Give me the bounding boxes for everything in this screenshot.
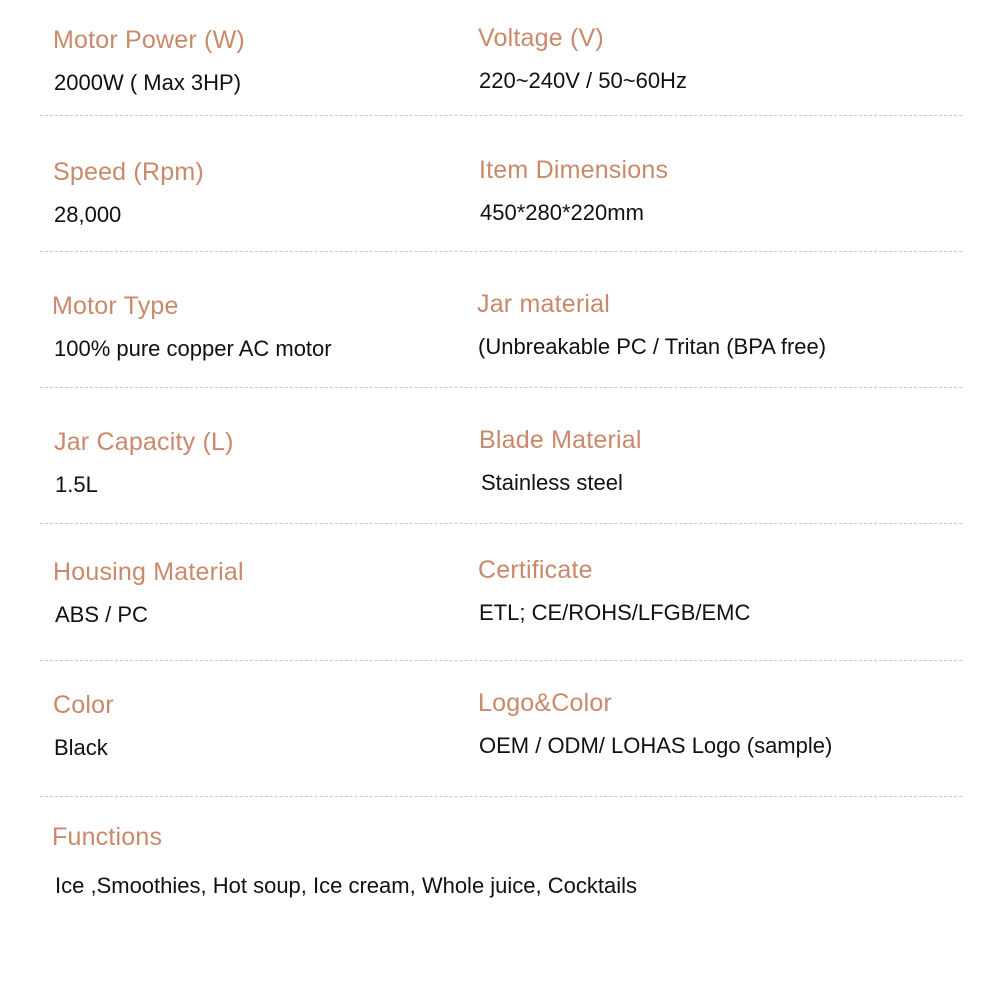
spec-value-speed: 28,000 [54,202,122,227]
spec-label-motor-power: Motor Power (W) [53,26,245,54]
spec-label-certificate: Certificate [478,556,593,584]
spec-value-motor-power: 2000W ( Max 3HP) [54,70,242,95]
spec-label-housing-material: Housing Material [53,558,244,586]
spec-value-jar-material: (Unbreakable PC / Tritan (BPA free) [478,334,827,359]
spec-label-jar-capacity: Jar Capacity (L) [54,428,234,456]
spec-value-blade-material: Stainless steel [481,470,623,495]
spec-label-jar-material: Jar material [477,290,610,318]
spec-value-color: Black [54,735,108,760]
spec-value-certificate: ETL; CE/ROHS/LFGB/EMC [479,600,751,625]
spec-label-motor-type: Motor Type [52,292,179,320]
spec-label-voltage: Voltage (V) [478,24,604,52]
divider [40,251,962,252]
spec-value-functions: Ice ,Smoothies, Hot soup, Ice cream, Whole juice, Cocktails [55,873,638,898]
spec-label-speed: Speed (Rpm) [53,158,204,186]
spec-label-color: Color [53,691,114,719]
divider [40,387,962,388]
spec-label-logo-color: Logo&Color [478,689,613,717]
spec-value-logo-color: OEM / ODM/ LOHAS Logo (sample) [479,733,833,758]
spec-label-blade-material: Blade Material [479,426,642,454]
divider [40,115,962,116]
divider [40,660,962,661]
spec-value-housing-material: ABS / PC [55,602,148,627]
spec-value-jar-capacity: 1.5L [55,472,98,497]
spec-label-functions: Functions [52,823,163,851]
spec-value-voltage: 220~240V / 50~60Hz [479,68,687,93]
divider [40,796,962,797]
spec-label-item-dimensions: Item Dimensions [479,156,669,184]
spec-value-motor-type: 100% pure copper AC motor [54,336,332,361]
spec-value-item-dimensions: 450*280*220mm [480,200,644,225]
divider [40,523,962,524]
